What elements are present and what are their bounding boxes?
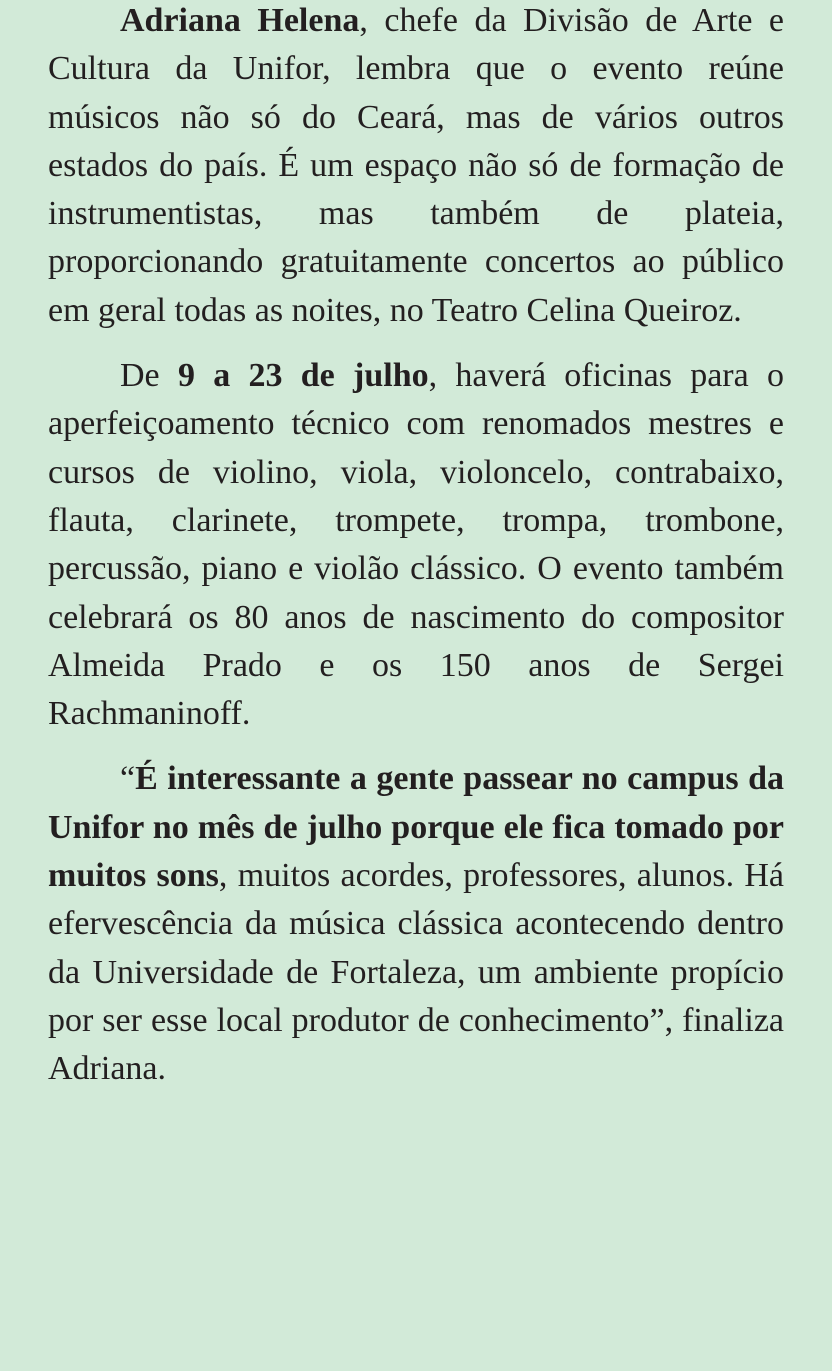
paragraph-text: , chefe da Divisão de Arte e Cultura da Unifor, lembra que o evento reúne músicos não só do Ceará, mas de vários outros estados do país. É um espaço não só de formação de instrumentistas, mas também de plateia, proporcionando gratuitamente concertos ao público em geral todas as noites, no Teatro Celina Queiroz. — [48, 2, 784, 329]
paragraph-quote — [48, 755, 784, 1093]
quote-open-mark: “ — [120, 760, 136, 798]
quote-highlight: É interessante a gente passear no campus da Unifor no mês de julho porque ele fica tomado por muitos sons — [48, 760, 784, 895]
paragraph-lead: De — [120, 357, 178, 395]
paragraph-text: , haverá oficinas para o aperfeiçoamento técnico com renomados mestres e cursos de violino, viola, violoncelo, contrabaixo, flauta, clarinete, trompete, trompa, trombone, percussão, piano e violão clássico. O evento também celebrará os 80 anos de nascimento do compositor Almeida Prado e os 150 anos de Sergei Rachmaninoff. — [48, 357, 785, 733]
person-name: Adriana Helena — [120, 2, 360, 39]
paragraph-text: , muitos acordes, professores, alunos. Há efervescência da música clássica acontecendo dentro da Universidade de Fortaleza, um ambiente propício por ser esse local produtor de conhecimento”, finaliza Adriana. — [48, 857, 785, 1088]
paragraph-adriana-helena — [48, 0, 784, 335]
paragraph-workshops — [48, 352, 784, 738]
event-dates: 9 a 23 de julho — [177, 357, 429, 395]
